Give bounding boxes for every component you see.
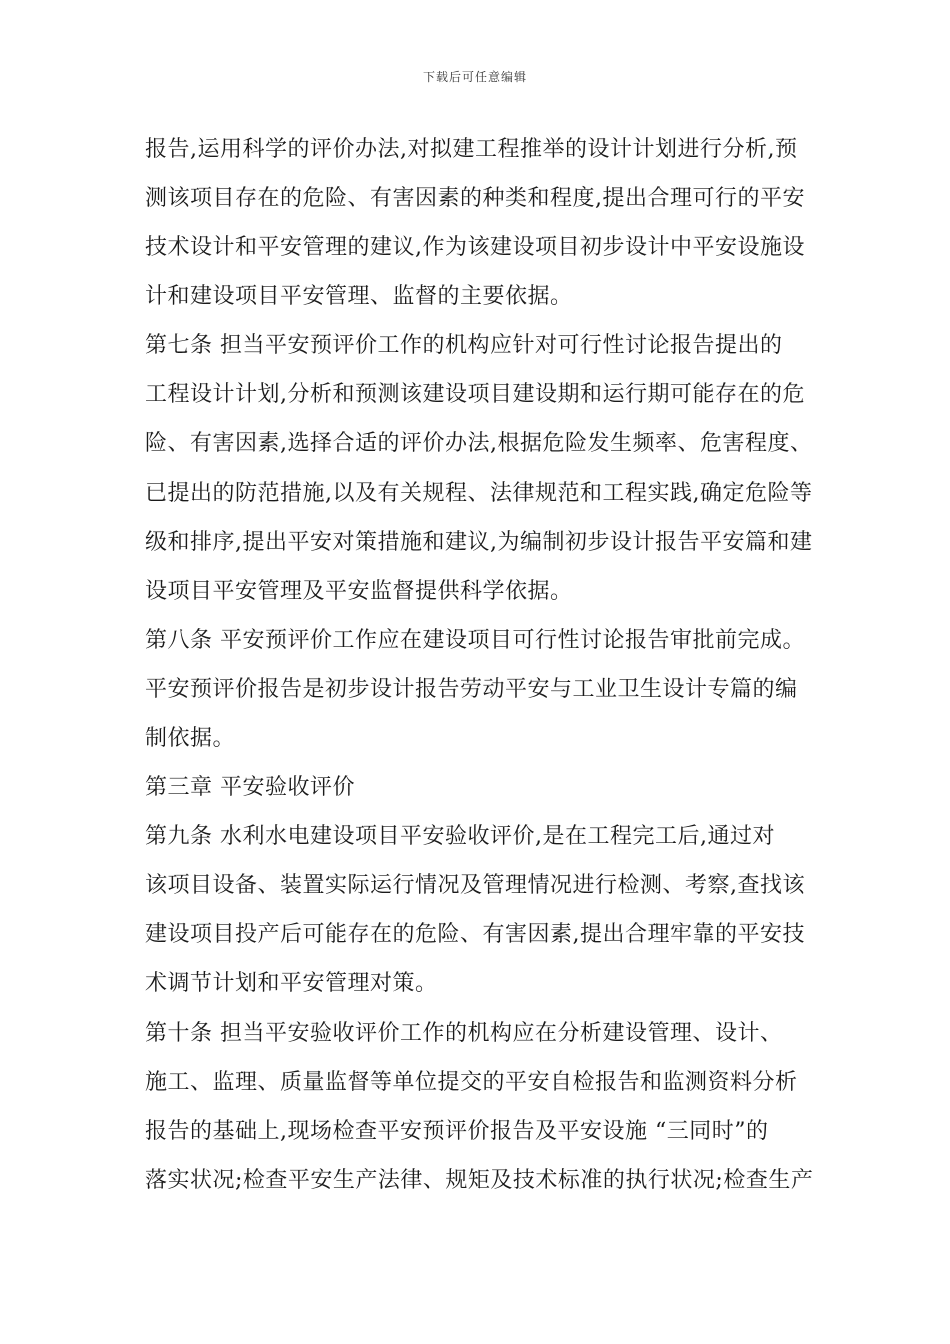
text-line: 第十条 担当平安验收评价工作的机构应在分析建设管理、设计、 [145, 1021, 783, 1046]
text-line: 工程设计计划,分析和预测该建设项目建设期和运行期可能存在的危 [145, 382, 805, 407]
text-line: 险、有害因素,选择合适的评价办法,根据危险发生频率、危害程度、 [145, 431, 813, 456]
chapter-heading: 第三章 平安验收评价 [145, 775, 355, 800]
text-line: 该项目设备、装置实际运行情况及管理情况进行检测、考察,查找该 [145, 873, 805, 898]
text-line: 第七条 担当平安预评价工作的机构应针对可行性讨论报告提出的 [145, 333, 783, 358]
text-line: 计和建设项目平安管理、监督的主要依据。 [145, 284, 573, 309]
text-line: 报告的基础上,现场检查平安预评价报告及平安设施 “三同时”的 [145, 1119, 769, 1144]
text-line: 级和排序,提出平安对策措施和建议,为编制初步设计报告平安篇和建 [145, 530, 813, 555]
text-line: 落实状况;检查平安生产法律、规矩及技术标准的执行状况;检查生产 [145, 1168, 814, 1193]
text-line: 报告,运用科学的评价办法,对拟建工程推举的设计计划进行分析,预 [145, 137, 798, 162]
text-line: 技术设计和平安管理的建议,作为该建设项目初步设计中平安设施设 [145, 235, 805, 260]
text-line: 已提出的防范措施,以及有关规程、法律规范和工程实践,确定危险等 [145, 481, 813, 506]
text-line: 术调节计划和平安管理对策。 [145, 971, 438, 996]
text-line: 设项目平安管理及平安监督提供科学依据。 [145, 579, 573, 604]
text-line: 制依据。 [145, 726, 236, 751]
text-line: 第八条 平安预评价工作应在建设项目可行性讨论报告审批前完成。 [145, 628, 805, 653]
text-line: 测该项目存在的危险、有害因素的种类和程度,提出合理可行的平安 [145, 186, 805, 211]
text-line: 施工、监理、质量监督等单位提交的平安自检报告和监测资料分析 [145, 1070, 798, 1095]
text-line: 建设项目投产后可能存在的危险、有害因素,提出合理牢靠的平安技 [145, 922, 805, 947]
header-note: 下载后可任意编辑 [422, 70, 527, 84]
text-line: 第九条 水利水电建设项目平安验收评价,是在工程完工后,通过对 [145, 824, 775, 849]
text-line: 平安预评价报告是初步设计报告劳动平安与工业卫生设计专篇的编 [145, 677, 798, 702]
